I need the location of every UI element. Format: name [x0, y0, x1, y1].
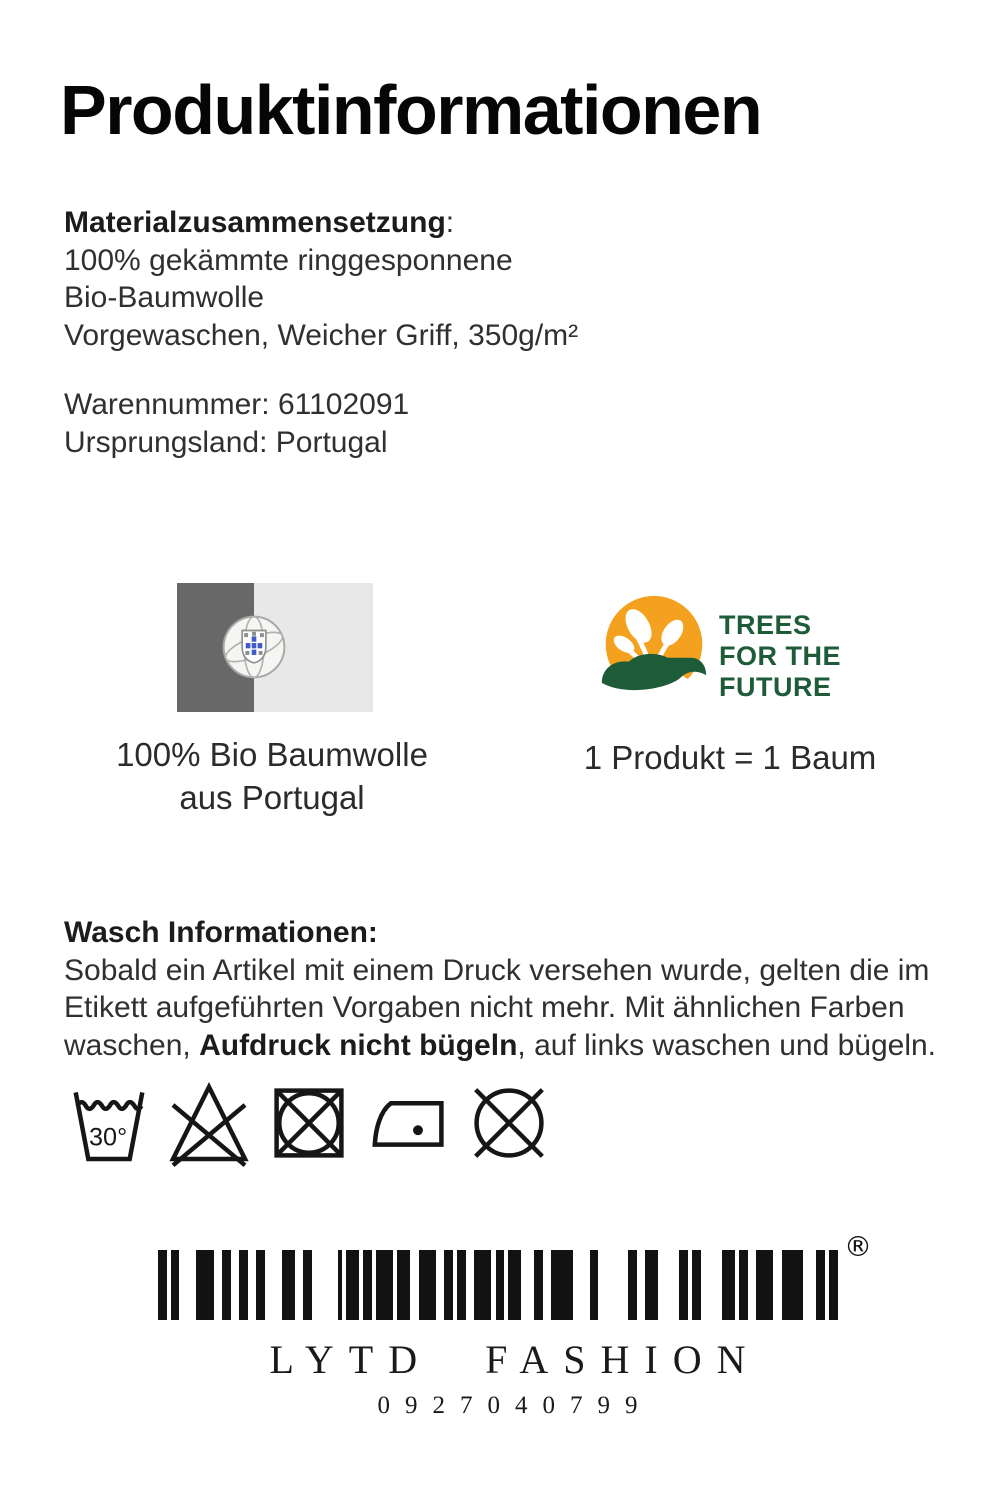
- barcode-bar: [551, 1250, 572, 1320]
- wash-text-line: waschen, Aufdruck nicht bügeln, auf links waschen und bügeln.: [64, 1028, 937, 1062]
- trees-for-the-future-logo-icon: [596, 594, 712, 710]
- iron-low-icon: [364, 1078, 454, 1168]
- wash-text-line: Etikett aufgeführten Vorgaben nicht mehr. Mit ähnlichen Farben: [64, 991, 905, 1024]
- item-number-line: Warennummer: 61102091: [64, 388, 410, 421]
- barcode-bar: [756, 1250, 773, 1320]
- barcode-bar: [722, 1250, 735, 1320]
- page-title: Produktinformationen: [60, 71, 762, 149]
- trees-wordmark: TREES FOR THE FUTURE: [719, 610, 841, 702]
- barcode-bar: [376, 1250, 393, 1320]
- wash-info-section: [64, 914, 936, 1064]
- material-composition-section: [64, 204, 578, 354]
- wash-heading: Wasch Informationen:: [64, 916, 378, 949]
- barcode-bar: [282, 1250, 295, 1320]
- origin-caption: 100% Bio Baumwolle aus Portugal: [116, 736, 428, 816]
- material-line: Bio-Baumwolle: [64, 281, 265, 314]
- barcode-bar: [692, 1250, 701, 1320]
- origin-country-line: Ursprungsland: Portugal: [64, 425, 388, 459]
- material-line: 100% gekämmte ringgesponnene: [64, 243, 513, 277]
- barcode-bar: [457, 1250, 466, 1320]
- do-not-bleach-icon: [164, 1078, 254, 1168]
- barcode-bar: [444, 1250, 453, 1320]
- barcode-bar: [645, 1250, 658, 1320]
- barcode-bar: [222, 1250, 231, 1320]
- barcode-bar: [303, 1250, 312, 1320]
- product-number-section: [64, 386, 409, 461]
- registered-trademark-icon: ®: [844, 1230, 872, 1263]
- brand-name: LYTD FASHION: [269, 1337, 761, 1382]
- barcode-bar: [590, 1250, 599, 1320]
- barcode-bar: [739, 1250, 748, 1320]
- barcode-bar: [679, 1250, 688, 1320]
- barcode-bar: [419, 1250, 436, 1320]
- barcode-bar: [171, 1250, 180, 1320]
- svg-text:30°: 30°: [89, 1123, 128, 1152]
- barcode-bar: [474, 1250, 491, 1320]
- barcode-bar: [363, 1250, 372, 1320]
- barcode-bar: [508, 1250, 521, 1320]
- barcode-bar: [239, 1250, 248, 1320]
- barcode-bar: [338, 1250, 342, 1320]
- barcode-bar: [397, 1250, 410, 1320]
- barcode-bar: [782, 1250, 803, 1320]
- do-not-tumble-dry-icon: [264, 1078, 354, 1168]
- material-heading: Materialzusammensetzung:: [64, 206, 455, 239]
- barcode: [158, 1230, 872, 1320]
- barcode-bar: [534, 1250, 543, 1320]
- do-not-dry-clean-icon: [464, 1078, 554, 1168]
- barcode-bar: [829, 1250, 838, 1320]
- material-line: Vorgewaschen, Weicher Griff, 350g/m²: [64, 318, 579, 352]
- care-icons-row: [64, 1078, 554, 1168]
- wash-30-icon: [64, 1078, 154, 1168]
- barcode-number: 0927040799: [377, 1392, 653, 1419]
- portugal-coat-of-arms-icon: [221, 614, 287, 680]
- barcode-bar: [196, 1250, 213, 1320]
- barcode-bar: [346, 1250, 359, 1320]
- barcode-bar: [256, 1250, 265, 1320]
- barcode-bar: [816, 1250, 825, 1320]
- tree-caption: 1 Produkt = 1 Baum: [583, 739, 877, 776]
- barcode-bar: [628, 1250, 637, 1320]
- barcode-bar: [158, 1250, 167, 1320]
- wash-text-line: Sobald ein Artikel mit einem Druck versehen wurde, gelten die im: [64, 953, 930, 987]
- barcode-bar: [496, 1250, 505, 1320]
